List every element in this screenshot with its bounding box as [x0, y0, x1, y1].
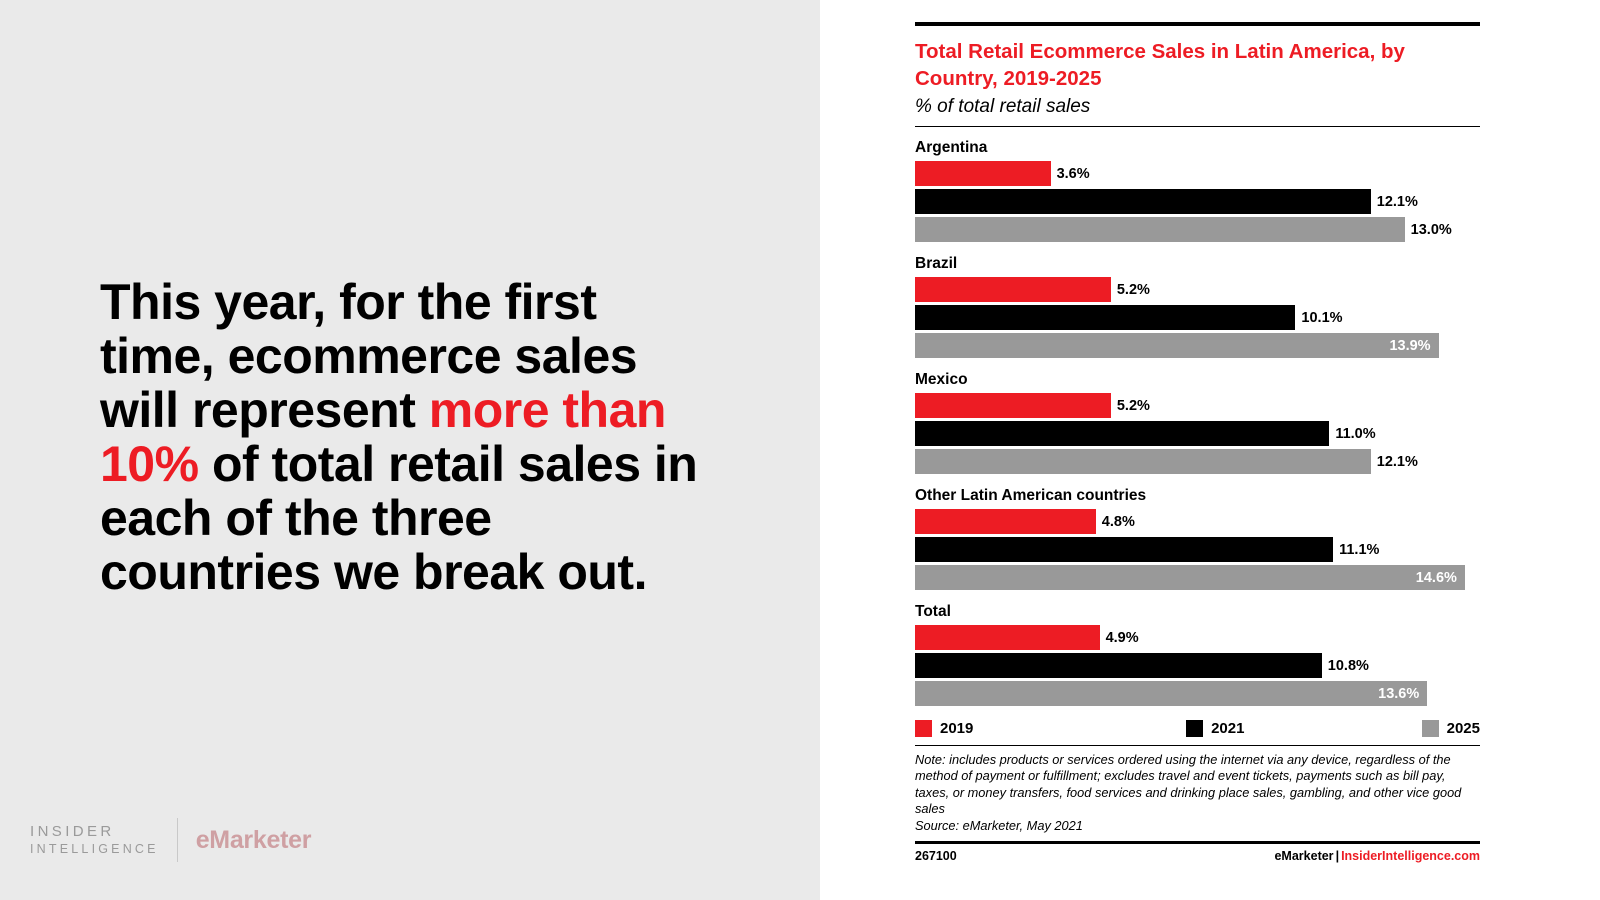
chart-group-label: Brazil — [915, 255, 958, 273]
chart-bar-value: 11.1% — [1339, 541, 1380, 558]
callout-text-part2: of total retail sales in each of the three countries we break out. — [100, 436, 698, 600]
chart-bar-value: 5.2% — [1116, 281, 1150, 298]
chart-bar — [915, 189, 1371, 214]
note-rule — [915, 745, 1480, 746]
chart-legend — [915, 720, 1480, 737]
footer-insider-url[interactable]: InsiderIntelligence.com — [1341, 849, 1480, 864]
brand-divider — [177, 818, 178, 862]
chart-bar-row — [915, 189, 1480, 214]
chart-bar-row — [915, 565, 1480, 590]
chart-bar — [915, 509, 1096, 534]
chart-bar-value: 4.8% — [1101, 513, 1135, 530]
chart-bar-value: 3.6% — [1056, 165, 1090, 182]
chart-group-label: Other Latin American countries — [915, 487, 1147, 505]
chart-bar — [915, 277, 1111, 302]
chart-bar — [915, 333, 1439, 358]
brand-lockup — [30, 818, 311, 862]
chart-bar — [915, 565, 1465, 590]
chart-bar — [915, 537, 1333, 562]
chart-subtitle: % of total retail sales — [915, 96, 1091, 118]
chart-bar-row — [915, 277, 1480, 302]
chart-bar-value: 4.9% — [1105, 629, 1139, 646]
chart-note: Note: includes products or services ordered using the internet via any device, regardless of the method of payment or fulfillment; excludes travel and event tickets, payments such as bill pay, taxes, or money transfers, food services and drinking place sales, gambling, and other vice good sales — [915, 752, 1462, 816]
chart-bar-row — [915, 449, 1480, 474]
chart-bar — [915, 421, 1329, 446]
legend-item-2021 — [1186, 720, 1422, 737]
chart-bar-row — [915, 161, 1480, 186]
chart-bar-row — [915, 305, 1480, 330]
footer-emarketer: eMarketer — [1274, 849, 1334, 864]
chart-bar-value: 13.0% — [1410, 221, 1452, 238]
emarketer-logo: eMarketer — [195, 825, 312, 854]
chart-bar-value: 13.9% — [1389, 337, 1431, 354]
chart-group — [915, 139, 1480, 242]
chart-group-label: Mexico — [915, 371, 968, 389]
legend-item-2019 — [915, 720, 1186, 737]
chart-bar-value: 10.1% — [1301, 309, 1343, 326]
chart-bar — [915, 653, 1322, 678]
chart-bar-value: 12.1% — [1376, 453, 1418, 470]
top-rule — [915, 22, 1480, 26]
chart-bar — [915, 305, 1295, 330]
chart-bar-row — [915, 393, 1480, 418]
chart-group-label: Argentina — [915, 139, 988, 157]
insider-logo-line2: INTELLIGENCE — [30, 841, 159, 856]
chart-bar — [915, 217, 1405, 242]
chart-title: Total Retail Ecommerce Sales in Latin America, by Country, 2019-2025 — [915, 40, 1405, 91]
chart-bar-row — [915, 625, 1480, 650]
chart-footer — [915, 849, 1480, 863]
callout-text-part1: This year, for the first time, ecommerce sales will represent — [100, 274, 638, 438]
legend-label-2021: 2021 — [1211, 720, 1245, 738]
chart-bar — [915, 161, 1051, 186]
legend-label-2025: 2025 — [1446, 720, 1480, 738]
chart-id: 267100 — [915, 849, 957, 864]
chart-group — [915, 603, 1480, 706]
chart-bar — [915, 681, 1427, 706]
chart-bar-value: 12.1% — [1376, 193, 1418, 210]
chart-bar-row — [915, 333, 1480, 358]
callout-text — [100, 275, 720, 599]
chart-bar-value: 11.0% — [1335, 425, 1376, 442]
chart-bar-value: 14.6% — [1415, 569, 1457, 586]
chart-bar-row — [915, 217, 1480, 242]
footer-separator: | — [1335, 849, 1340, 864]
chart-bar-value: 10.8% — [1327, 657, 1369, 674]
chart-bar-row — [915, 421, 1480, 446]
title-rule — [915, 126, 1480, 127]
chart-bar-row — [915, 653, 1480, 678]
legend-swatch-2019 — [915, 720, 932, 737]
chart-group-label: Total — [915, 603, 951, 621]
chart-bar — [915, 449, 1371, 474]
chart-bar-row — [915, 537, 1480, 562]
chart-plot-area — [915, 139, 1480, 706]
callout-highlight: more than 10% — [100, 382, 666, 492]
chart-bar-row — [915, 681, 1480, 706]
chart-source: Source: eMarketer, May 2021 — [915, 818, 1083, 834]
chart-group — [915, 487, 1480, 590]
legend-swatch-2025 — [1422, 720, 1439, 737]
footer-brand — [1274, 849, 1480, 863]
chart-panel — [820, 0, 1600, 900]
chart-bar-value: 5.2% — [1116, 397, 1150, 414]
chart-group — [915, 255, 1480, 358]
legend-label-2019: 2019 — [940, 720, 974, 738]
bottom-rule — [915, 841, 1480, 863]
chart-bar — [915, 625, 1100, 650]
chart-bar-value: 13.6% — [1378, 685, 1420, 702]
legend-item-2025 — [1422, 720, 1480, 737]
insider-intelligence-logo — [30, 823, 159, 857]
insider-logo-line1: INSIDER — [30, 822, 115, 840]
chart-bar-row — [915, 509, 1480, 534]
chart-bar — [915, 393, 1111, 418]
chart-group — [915, 371, 1480, 474]
legend-swatch-2021 — [1186, 720, 1203, 737]
